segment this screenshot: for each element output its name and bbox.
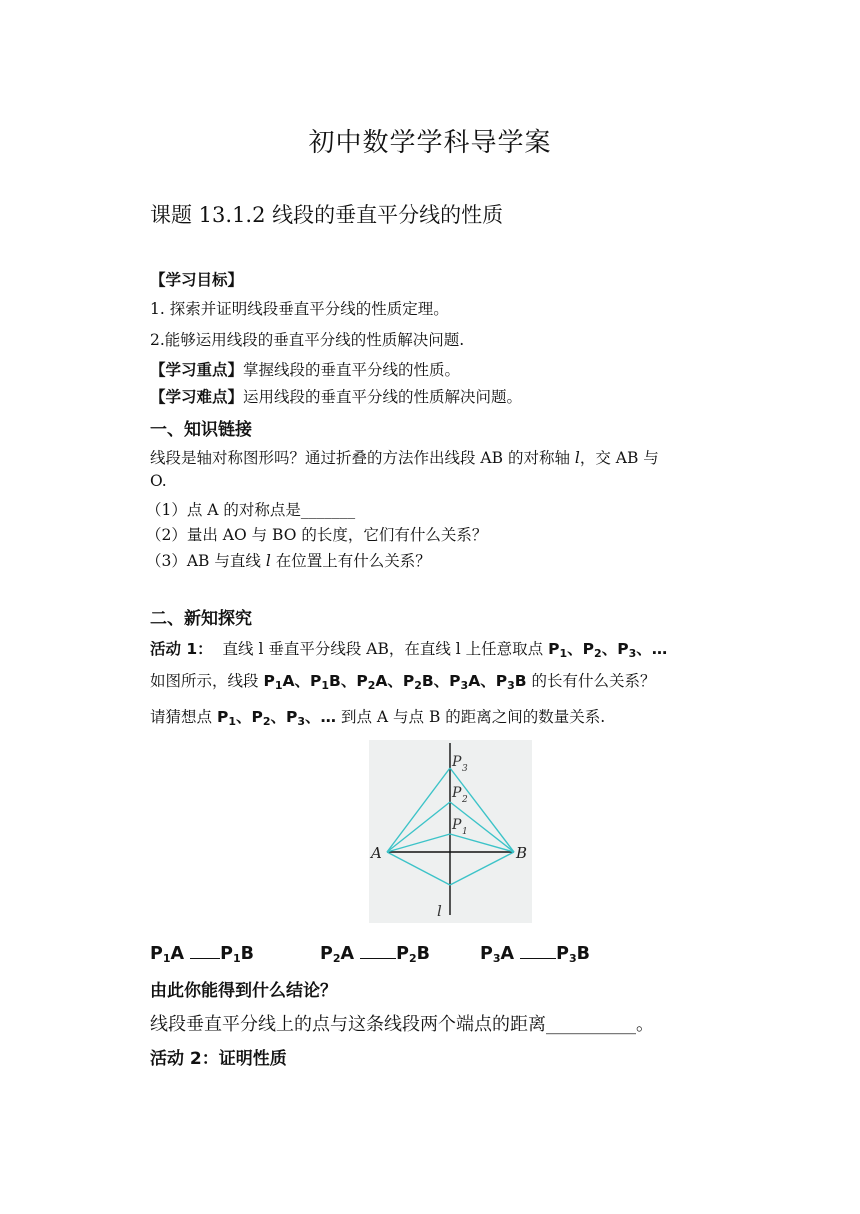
lesson-subtitle: 课题 13.1.2 线段的垂直平分线的性质	[150, 203, 504, 227]
segment-p1b	[450, 834, 514, 852]
points-seq-2: $P_1$、$P_2$、$P_3$、…	[216, 708, 337, 728]
line2-text: 如图所示，线段	[150, 672, 259, 690]
figure-svg	[369, 740, 532, 923]
page-title: 初中数学学科导学案	[308, 128, 552, 158]
section1-heading: 一、知识链接	[150, 420, 252, 440]
difficulty-label: 【学习难点】	[150, 388, 244, 406]
label-a: A	[371, 844, 382, 862]
activity1-text: 直线 l 垂直平分线段 AB，在直线 l 上任意取点	[222, 640, 544, 658]
compare-2: $P_2A$ $P_2B$	[320, 944, 430, 965]
label-p2: P	[452, 785, 462, 801]
activity1-line	[150, 637, 667, 660]
q3-text-end: 在位置上有什么关系？	[270, 552, 431, 570]
question-1: （1）点 A 的对称点是_______	[146, 501, 356, 519]
segments-list: $P_1A$、$P_1B$、$P_2A$、$P_2B$、$P_3A$、$P_3B$	[263, 672, 527, 692]
conclusion-question: 由此你能得到什么结论？	[150, 981, 337, 1001]
label-b: B	[516, 844, 528, 862]
perpendicular-bisector-figure	[369, 740, 532, 923]
line2-text-end: 的长有什么关系？	[531, 672, 656, 690]
objective-item-1: 1. 探索并证明线段垂直平分线的性质定理。	[150, 300, 449, 318]
label-p3: P	[452, 754, 462, 770]
difficulty-line	[150, 385, 522, 407]
question-3	[146, 549, 431, 571]
section1-intro-wrap: O.	[150, 472, 167, 490]
difficulty-text: 运用线段的垂直平分线的性质解决问题。	[243, 388, 523, 406]
activity1-line3	[150, 705, 605, 728]
segment-p1a	[387, 834, 450, 852]
points-seq: $P_1$、$P_2$、$P_3$、…	[548, 640, 668, 660]
label-p3-sub: 3	[462, 764, 468, 774]
key-point-text: 掌握线段的垂直平分线的性质。	[243, 361, 461, 379]
question-2: （2）量出 AO 与 BO 的长度，它们有什么关系？	[146, 526, 488, 544]
intro-text: 线段是轴对称图形吗？通过折叠的方法作出线段 AB 的对称轴	[150, 449, 575, 467]
objective-item-2: 2.能够运用线段的垂直平分线的性质解决问题.	[150, 331, 465, 349]
label-l: l	[437, 902, 442, 920]
compare-1: $P_1A$ $P_1B$	[150, 944, 254, 965]
section1-intro	[150, 446, 659, 468]
activity2-heading: 活动 2：证明性质	[150, 1049, 287, 1069]
activity1-label: 活动 1：	[150, 640, 213, 658]
key-point-line	[150, 358, 460, 380]
section2-heading: 二、新知探究	[150, 609, 252, 629]
segment-lower-a	[387, 852, 450, 885]
label-p2-sub: 2	[462, 795, 468, 805]
label-p1: P	[452, 817, 462, 833]
intro-line-l: l	[574, 449, 580, 467]
q3-text: （3）AB 与直线	[146, 552, 266, 570]
key-point-label: 【学习重点】	[150, 361, 244, 379]
line3-text-end: 到点 A 与点 B 的距离之间的数量关系.	[341, 708, 606, 726]
conclusion-statement: 线段垂直平分线上的点与这条线段两个端点的距离__________。	[150, 1014, 654, 1035]
objectives-heading: 【学习目标】	[150, 271, 244, 289]
compare-3: $P_3A$ $P_3B$	[480, 944, 590, 965]
label-p1-sub: 1	[462, 827, 468, 837]
activity1-line2	[150, 669, 656, 692]
q3-line-l: l	[265, 552, 271, 570]
intro-text-end: ，交 AB 与	[579, 449, 659, 467]
line3-text: 请猜想点	[150, 708, 213, 726]
segment-lower-b	[450, 852, 514, 885]
